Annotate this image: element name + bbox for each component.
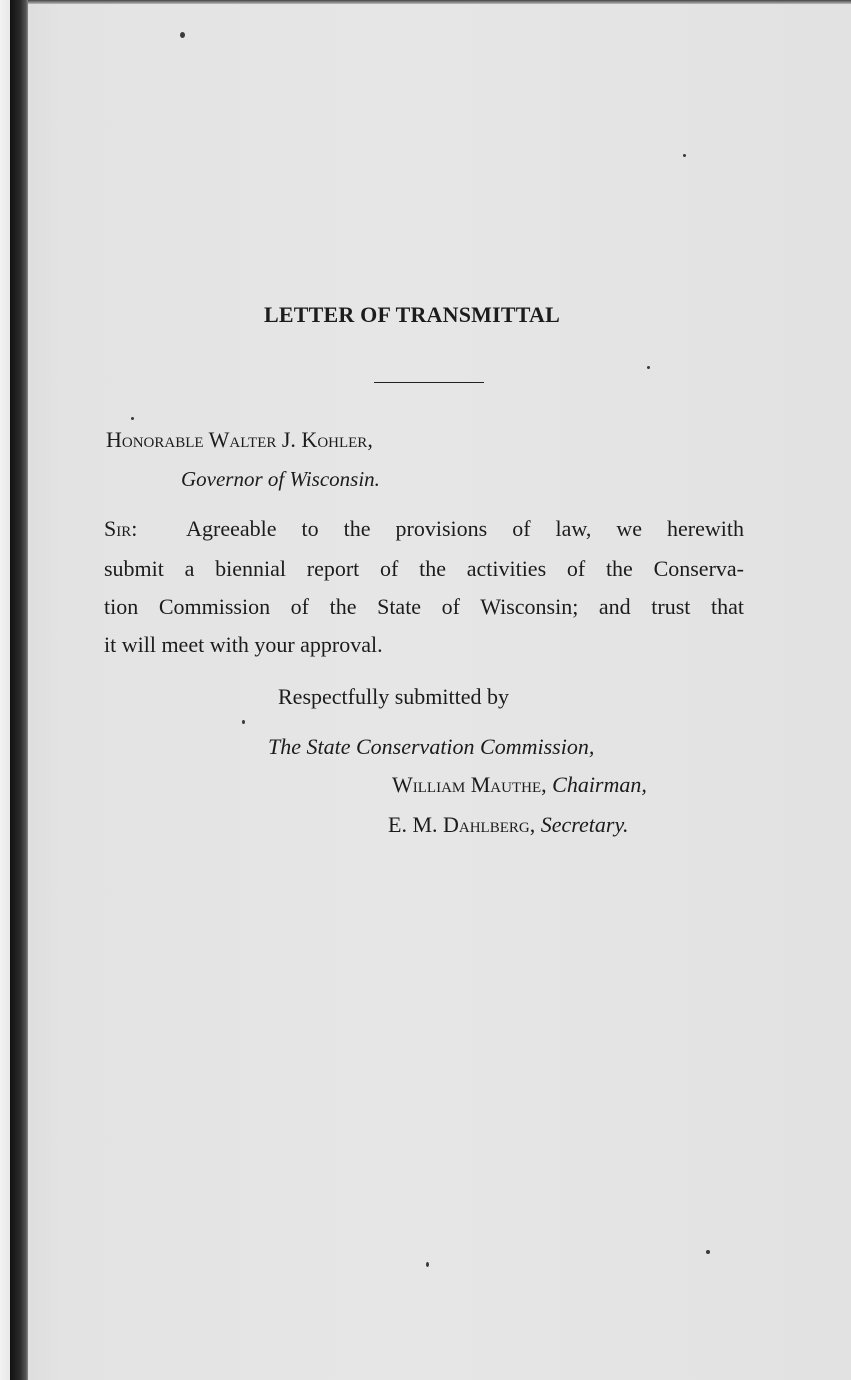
- body-line-1: [104, 516, 744, 542]
- addressee-name: Honorable Walter J. Kohler,: [106, 427, 373, 452]
- signatory-body: The State Conservation Commission,: [268, 734, 595, 759]
- body-line-3: tion Commission of the State of Wisconsin; and trust that: [104, 594, 744, 619]
- page-edge: [0, 0, 10, 1380]
- letter-title: LETTER OF TRANSMITTAL: [264, 302, 560, 327]
- top-edge-shadow: [28, 0, 851, 4]
- signer-role: Chairman,: [552, 772, 647, 797]
- scan-speck: [683, 154, 686, 157]
- title-rule: [374, 382, 484, 383]
- signer-secretary: [388, 812, 629, 838]
- scan-speck: [426, 1262, 429, 1267]
- body-line-2: submit a biennial report of the activities of the Conserva-: [104, 556, 744, 581]
- signer-chairman: [392, 772, 647, 798]
- body-line-4: it will meet with your approval.: [104, 632, 383, 657]
- closing: Respectfully submitted by: [278, 684, 509, 709]
- salutation: Sir:: [104, 516, 138, 541]
- signer-role: Secretary.: [540, 812, 629, 837]
- binding-shadow: [10, 0, 28, 1380]
- body-text: Agreeable to the provisions of law, we herewith: [186, 516, 744, 541]
- scan-speck: [242, 720, 245, 724]
- scan-speck: [180, 32, 185, 38]
- signer-name: E. M. Dahlberg,: [388, 812, 536, 837]
- scan-speck: [647, 366, 650, 369]
- addressee-title: Governor of Wisconsin.: [181, 467, 380, 491]
- scan-speck: [706, 1250, 710, 1254]
- scan-speck: [131, 417, 134, 420]
- signer-name: William Mauthe,: [392, 772, 547, 797]
